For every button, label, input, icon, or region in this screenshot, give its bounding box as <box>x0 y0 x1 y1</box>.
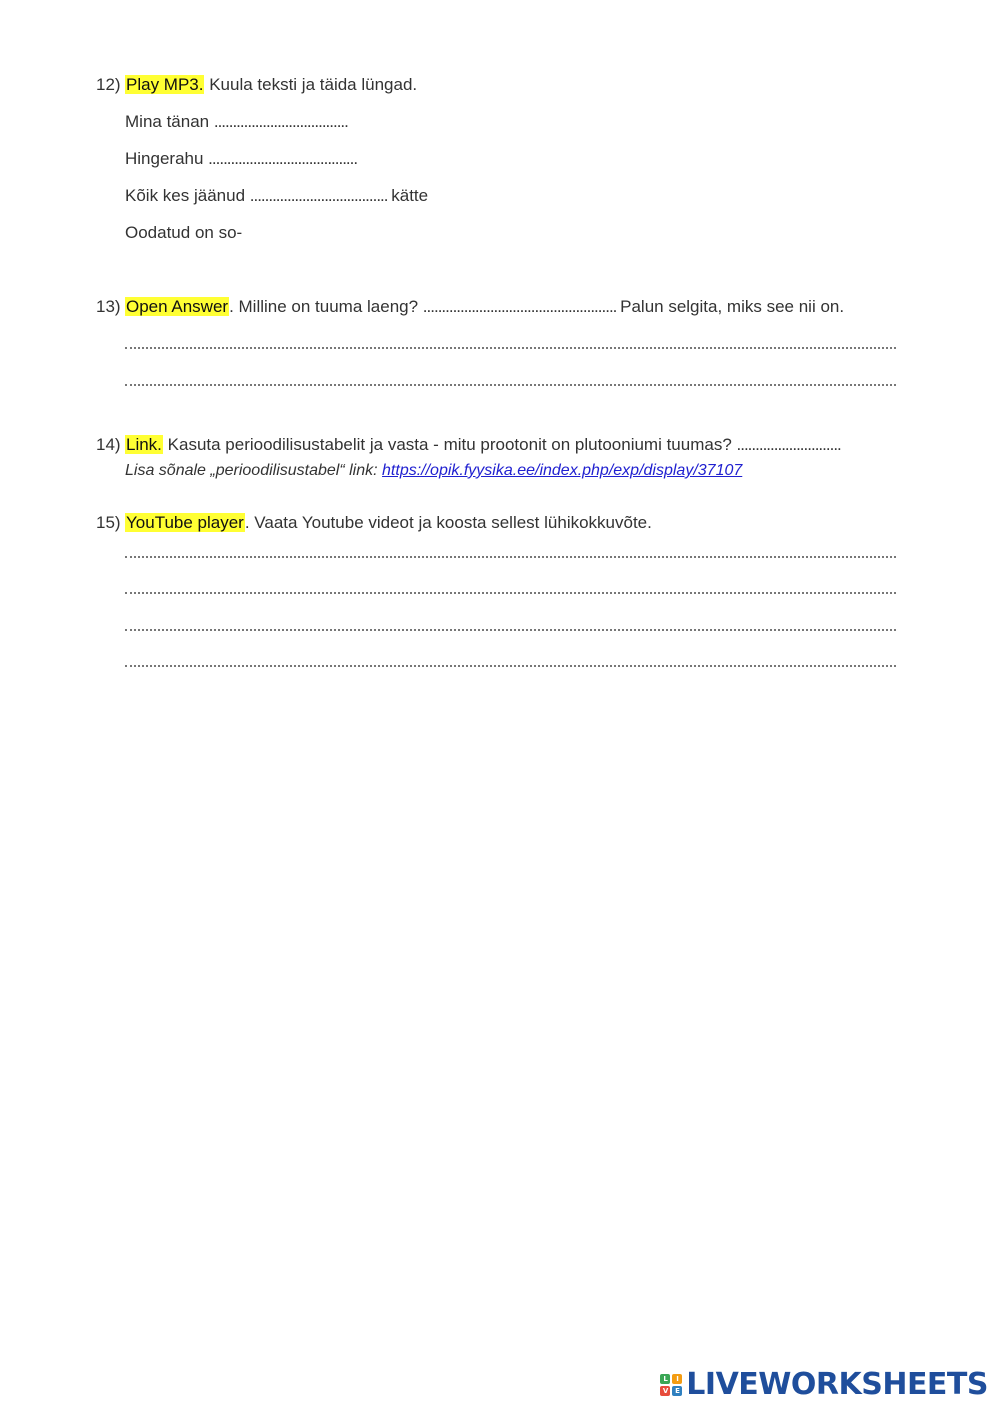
q15-answer-line-2[interactable] <box>125 592 896 594</box>
blank-field[interactable]: .................................... <box>213 112 348 131</box>
logo-mark-icon <box>660 1374 682 1396</box>
q14-link[interactable]: https://opik.fyysika.ee/index.php/exp/display/37107 <box>382 462 743 479</box>
q13-prompt <box>125 296 844 318</box>
q14-tag: Link. <box>126 435 162 454</box>
line-text: Mina tänan <box>125 112 214 131</box>
q13-answer-line-1[interactable] <box>125 347 896 349</box>
q12-line-1 <box>125 111 348 133</box>
q12-line-3 <box>125 185 428 207</box>
q12-line-2 <box>125 148 357 170</box>
q13-answer-line-2[interactable] <box>125 384 896 386</box>
q14-text: Kasuta perioodilisustabelit ja vasta - mitu prootonit on plutooniumi tuumas? <box>162 435 737 454</box>
q13-tag: Open Answer <box>126 297 229 316</box>
q15-answer-line-1[interactable] <box>125 556 896 558</box>
logo-text: LIVEWORKSHEETS <box>686 1367 988 1402</box>
line-text: Oodatud on so- <box>125 223 243 242</box>
q13-text-a: . Milline on tuuma laeng? <box>229 297 423 316</box>
line-text-after: kätte <box>391 186 429 205</box>
q14-note <box>125 460 742 482</box>
blank-field[interactable]: ........................................ <box>208 149 358 168</box>
q12-number: 12) <box>96 75 121 94</box>
q14-prompt <box>125 434 841 456</box>
q14-note-text: Lisa sõnale „perioodilisustabel“ link: <box>125 462 383 479</box>
q14-number: 14) <box>96 435 121 454</box>
line-text: Kõik kes jäänud <box>125 186 250 205</box>
logo-mark-v: V <box>660 1386 670 1396</box>
q12-line-4 <box>125 222 242 244</box>
logo-mark-e: E <box>672 1386 682 1396</box>
q15-tag: YouTube player <box>126 513 244 532</box>
q15-prompt <box>125 512 652 534</box>
q15-number: 15) <box>96 513 121 532</box>
liveworksheets-logo <box>660 1367 988 1402</box>
q15-text: . Vaata Youtube videot ja koosta sellest lühikokkuvõte. <box>244 513 652 532</box>
line-text: Hingerahu <box>125 149 209 168</box>
logo-mark-l: L <box>660 1374 670 1384</box>
q12-instruction: Kuula teksti ja täida lüngad. <box>204 75 418 94</box>
q15-answer-line-3[interactable] <box>125 629 896 631</box>
q12-prompt <box>125 74 417 96</box>
q14-blank-field[interactable]: ............................ <box>736 435 841 454</box>
q13-blank-field[interactable]: .................................................... <box>422 297 621 316</box>
q13-text-b: Palun selgita, miks see nii on. <box>620 297 845 316</box>
blank-field[interactable]: ..................................... <box>249 186 392 205</box>
q13-number: 13) <box>96 297 121 316</box>
q15-answer-line-4[interactable] <box>125 665 896 667</box>
logo-mark-i: I <box>672 1374 682 1384</box>
q12-tag: Play MP3. <box>126 75 204 94</box>
